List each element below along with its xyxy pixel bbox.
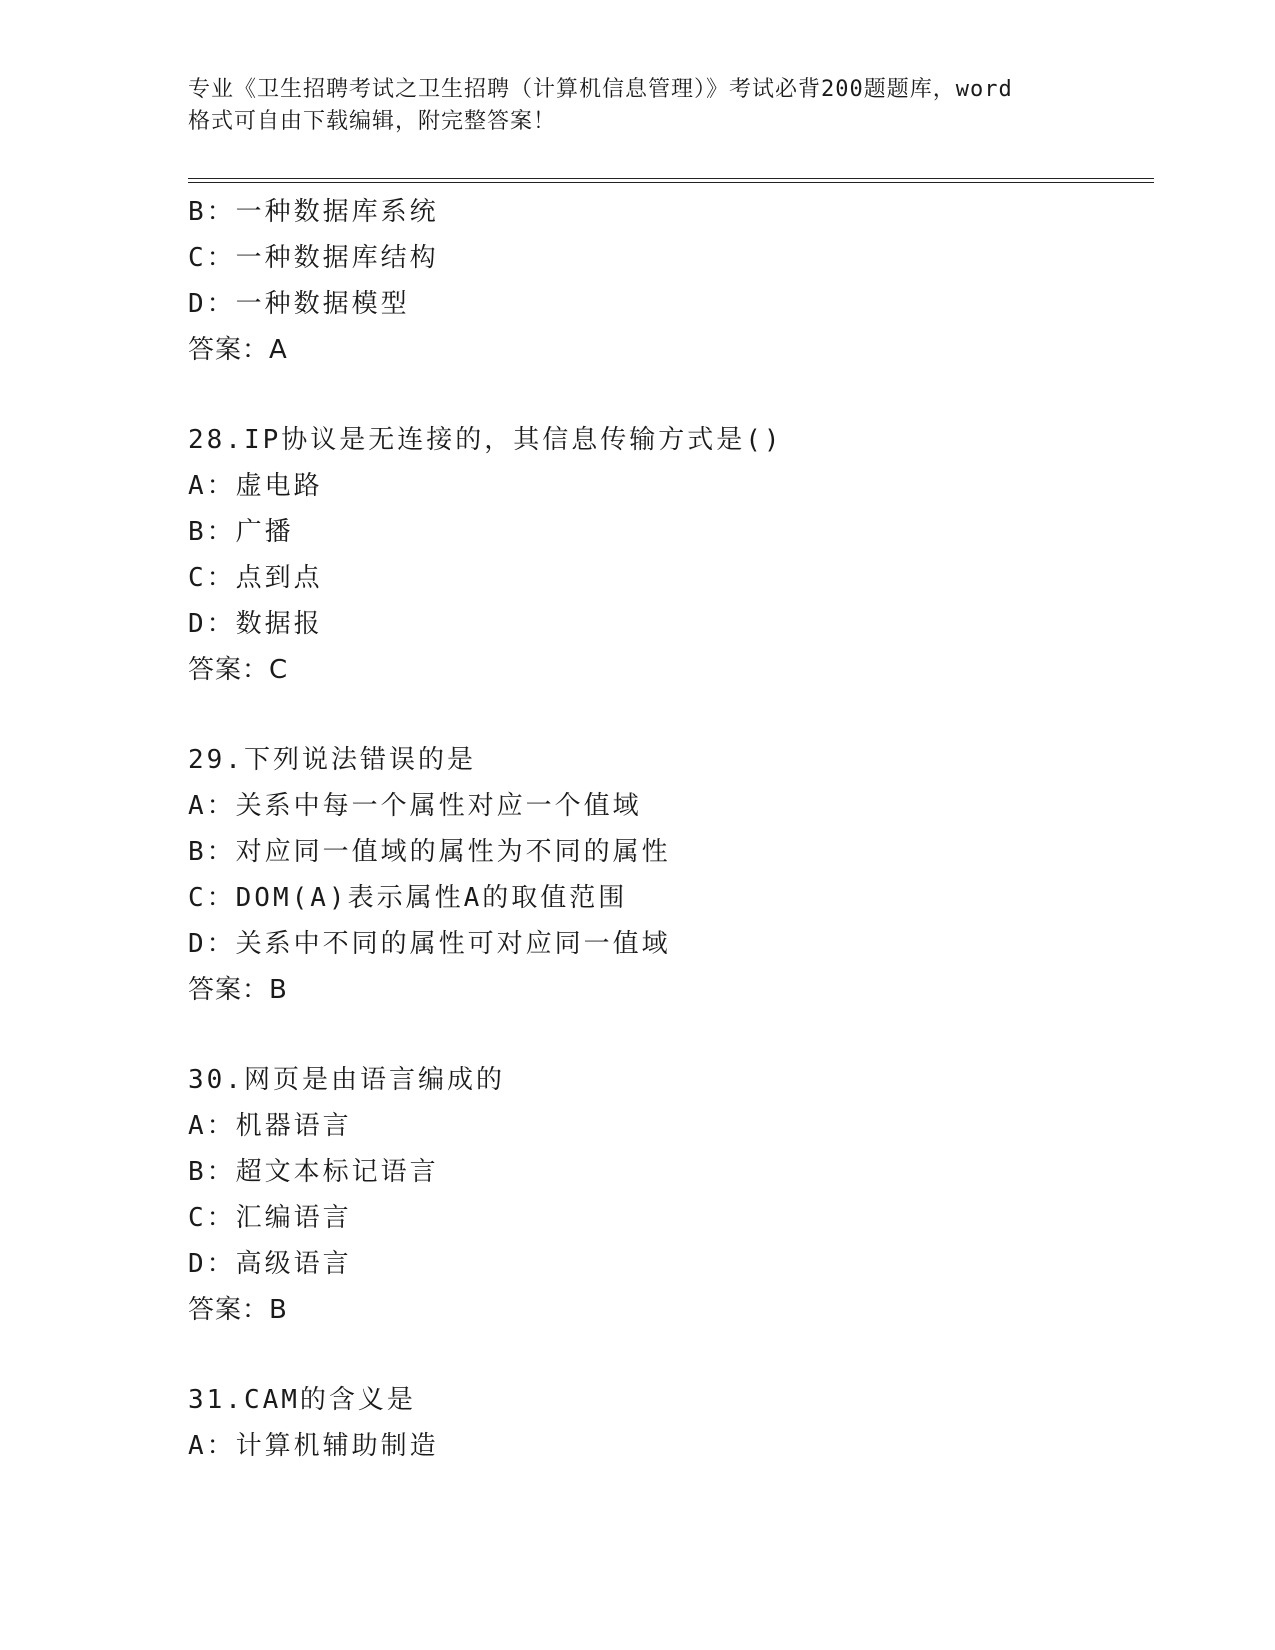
answer-line: 答案：B (188, 975, 288, 1005)
option-d: D：数据报 (188, 609, 323, 639)
header-line-2: 格式可自由下载编辑，附完整答案！ (188, 109, 557, 134)
question-28 (188, 417, 1148, 693)
header-line-1: 专业《卫生招聘考试之卫生招聘（计算机信息管理）》考试必背200题题库，word (188, 77, 1013, 102)
question-list (188, 189, 1148, 1469)
question-30 (188, 1057, 1148, 1333)
spacer (188, 373, 1148, 417)
option-a: A：机器语言 (188, 1111, 352, 1141)
question-stem: 29.下列说法错误的是 (188, 745, 476, 775)
question-29 (188, 737, 1148, 1013)
question-stem: 31.CAM的含义是 (188, 1385, 416, 1415)
option-c: C：一种数据库结构 (188, 243, 439, 273)
question-31 (188, 1377, 1148, 1469)
spacer (188, 1013, 1148, 1057)
option-c: C：DOM(A)表示属性A的取值范围 (188, 883, 628, 913)
answer-line: 答案：B (188, 1295, 288, 1325)
option-d: D：一种数据模型 (188, 289, 410, 319)
question-fragment (188, 189, 1148, 373)
option-d: D：关系中不同的属性可对应同一值域 (188, 929, 671, 959)
option-a: A：关系中每一个属性对应一个值域 (188, 791, 642, 821)
question-stem: 28.IP协议是无连接的，其信息传输方式是() (188, 425, 783, 455)
option-b: B：超文本标记语言 (188, 1157, 439, 1187)
option-c: C：汇编语言 (188, 1203, 352, 1233)
spacer (188, 693, 1148, 737)
option-c: C：点到点 (188, 563, 323, 593)
option-a: A：虚电路 (188, 471, 323, 501)
option-d: D：高级语言 (188, 1249, 352, 1279)
header-divider (188, 178, 1154, 183)
option-b: B：对应同一值域的属性为不同的属性 (188, 837, 671, 867)
option-a: A：计算机辅助制造 (188, 1431, 439, 1461)
document-header (188, 74, 1088, 138)
question-stem: 30.网页是由语言编成的 (188, 1065, 505, 1095)
answer-line: 答案：A (188, 335, 288, 365)
option-b: B：一种数据库系统 (188, 197, 439, 227)
option-b: B：广播 (188, 517, 294, 547)
spacer (188, 1333, 1148, 1377)
answer-line: 答案：C (188, 655, 289, 685)
